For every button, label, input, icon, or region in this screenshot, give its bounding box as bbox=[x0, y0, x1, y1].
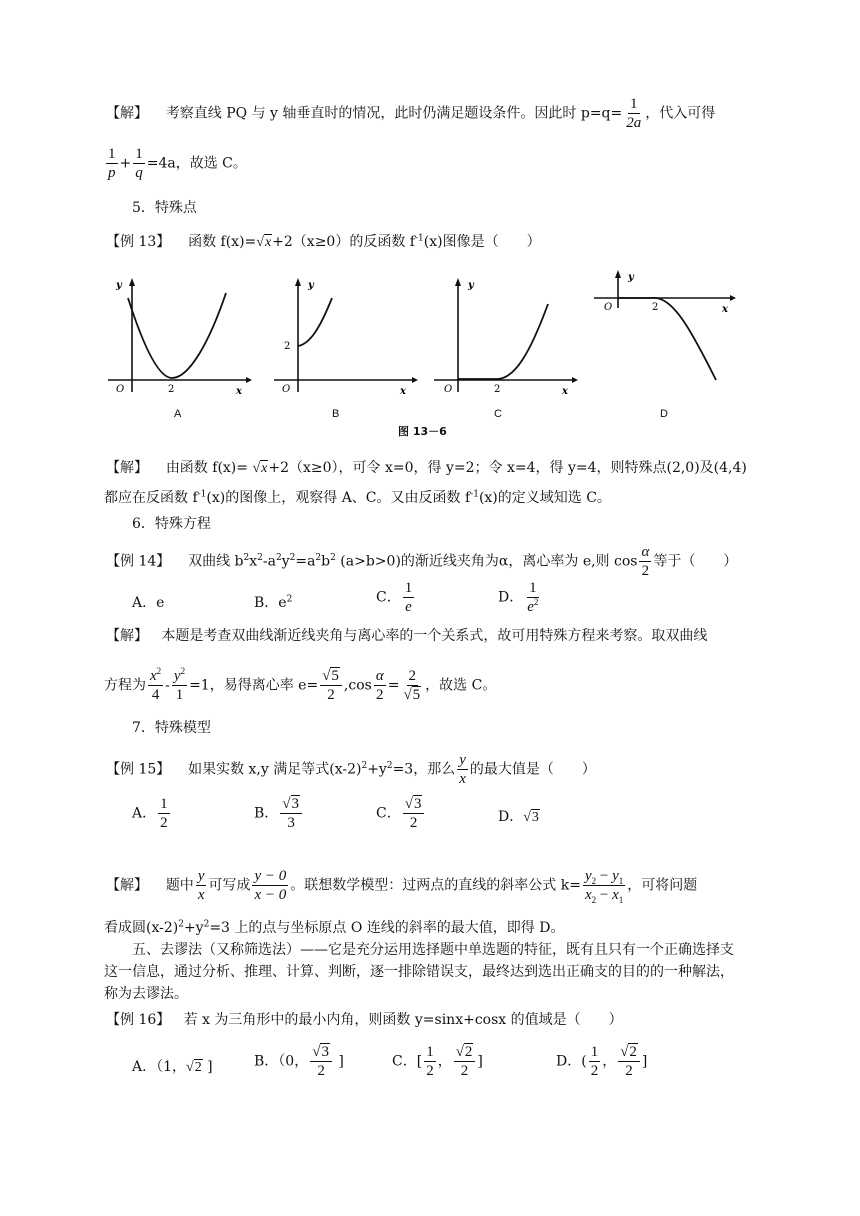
section-elimination-line2: 这一信息，通过分析、推理、计算、判断，逐一排除错误支，最终达到选出正确支的目的的一种解法， bbox=[104, 964, 734, 980]
option-15-a: A． $\frac{1}{2}$ bbox=[132, 796, 168, 831]
svg-text:2: 2 bbox=[494, 384, 501, 395]
solution-14-line2: 方程为 $\frac{x^2}{4}$ - $\frac{y^2}{1}$ =1，易得离心率 e= $\frac{√5}{2}$ ,cos $\frac{\alpha}{2}$ = $\frac{2}{√5}$ ，故选 C。 bbox=[104, 666, 497, 703]
heading-special-equation: 6．特殊方程 bbox=[132, 516, 211, 532]
example-14: 【例 14】 双曲线 $b^2x^2-a^2y^2=a^2b^2$ (a>b>0)的渐近线夹角为α，离心率为 e,则 cos $\frac{\alpha}{2}$ 等于（ ） bbox=[106, 544, 738, 579]
example-13: 【例 13】 函数 f(x)=√x+2（x≥0）的反函数 $f^{-1}(x)$图像是（ ） bbox=[106, 233, 541, 250]
option-16-a: A．（1，√2 ] bbox=[132, 1059, 213, 1075]
svg-text:x: x bbox=[400, 386, 406, 397]
example-15: 【例 15】 如果实数 x,y 满足等式$(x-2)^2+y^2=3$，那么 $\frac{y}{x}$ 的最大值是（ ） bbox=[106, 752, 596, 787]
option-16-b: B．（0， $\frac{√3}{2}$ ] bbox=[254, 1044, 344, 1079]
svg-text:2: 2 bbox=[652, 302, 659, 313]
option-16-d: D．( $\frac{1}{2}$ ， $\frac{√2}{2}$ ] bbox=[556, 1044, 648, 1079]
origin-label: O bbox=[116, 384, 125, 395]
fraction-1-over-2a: $\frac{1}{2a}$ bbox=[626, 96, 642, 131]
fraction-1-over-p: $\frac{1}{p}$ bbox=[108, 146, 116, 181]
heading-special-model: 7．特殊模型 bbox=[132, 720, 211, 736]
sqrt-x: √x bbox=[256, 235, 272, 250]
svg-text:x: x bbox=[722, 304, 728, 315]
svg-text:O: O bbox=[282, 384, 291, 395]
graph-a bbox=[104, 268, 254, 398]
solution-14-line1: 【解】 本题是考查双曲线渐近线夹角与离心率的一个关系式，故可用特殊方程来考察。取双曲线 bbox=[106, 628, 708, 644]
svg-text:O: O bbox=[444, 384, 453, 395]
panel-label-c: C bbox=[494, 408, 502, 420]
axis-x-label: x bbox=[236, 386, 242, 397]
svg-text:x: x bbox=[562, 386, 568, 397]
option-15-c: C． $\frac{√3}{2}$ bbox=[376, 796, 426, 831]
option-14-b: B．$e^2$ bbox=[254, 594, 293, 611]
option-15-b: B． $\frac{√3}{3}$ bbox=[254, 796, 304, 831]
option-16-c: C．[ $\frac{1}{2}$ ， $\frac{√2}{2}$ ] bbox=[392, 1044, 483, 1079]
solution-12-line1: 【解】 考察直线 PQ 与 y 轴垂直时的情况，此时仍满足题设条件。因此时 p=q= $\frac{1}{2a}$ ，代入可得 bbox=[106, 96, 716, 131]
section-elimination-line3: 称为去谬法。 bbox=[104, 986, 188, 1002]
graph-b bbox=[270, 268, 420, 398]
tick-2-label: 2 bbox=[168, 384, 175, 395]
svg-text:2: 2 bbox=[284, 341, 291, 352]
solution-15-line1: 【解】 题中 $\frac{y}{x}$ 可写成 $\frac{y - 0}{x - 0}$ 。联想数学模型：过两点的直线的斜率公式 k= $\frac{y_2 - y_1}{x_2 - x_1}$ ，可将问题 bbox=[106, 868, 698, 905]
solution-15-line2: 看成圆$(x-2)^2+y^2=3$ 上的点与坐标原点 O 连线的斜率的最大值，即得 D。 bbox=[104, 919, 565, 936]
graph-c bbox=[430, 268, 580, 398]
svg-text:O: O bbox=[604, 302, 613, 313]
svg-text:y: y bbox=[468, 280, 474, 291]
svg-text:y: y bbox=[308, 280, 314, 291]
panel-label-a: A bbox=[174, 408, 182, 420]
example-16: 【例 16】 若 x 为三角形中的最小内角，则函数 y=sinx+cosx 的值域是（ ） bbox=[106, 1012, 623, 1028]
svg-text:y: y bbox=[628, 272, 634, 283]
panel-label-b: B bbox=[332, 408, 340, 420]
option-14-c: C． $\frac{1}{e}$ bbox=[376, 580, 413, 615]
heading-special-point: 5．特殊点 bbox=[132, 200, 197, 216]
panel-label-d: D bbox=[660, 408, 668, 420]
figure-caption: 图 13－6 bbox=[398, 425, 447, 438]
section-elimination-line1: 五、去谬法（又称筛选法）——它是充分运用选择题中单选题的特征，既有且只有一个正确选择支 bbox=[132, 942, 734, 958]
solution-label: 【解】 bbox=[106, 105, 148, 122]
solution-13-line1: 【解】 由函数 f(x)= √x+2（x≥0），可令 x=0，得 y=2；令 x=4，得 y=4，则特殊点(2,0)及(4,4) bbox=[106, 460, 747, 476]
option-15-d: D．√3 bbox=[498, 809, 539, 825]
solution-12-line2: $\frac{1}{p}$ + $\frac{1}{q}$ =4a，故选 C。 bbox=[108, 146, 247, 181]
option-14-d: D． $\frac{1}{e^2}$ bbox=[498, 580, 539, 615]
solution-13-line2: 都应在反函数 $f^{-1}(x)$的图像上，观察得 A、C。又由反函数 $f^{-1}(x)$的定义域知选 C。 bbox=[104, 489, 611, 506]
option-14-a: A．e bbox=[132, 595, 165, 611]
axis-y-label: y bbox=[116, 280, 122, 291]
fraction-alpha-over-2: $\frac{\alpha}{2}$ bbox=[641, 544, 650, 579]
graph-d bbox=[590, 268, 740, 398]
fraction-1-over-q: $\frac{1}{q}$ bbox=[135, 146, 143, 181]
